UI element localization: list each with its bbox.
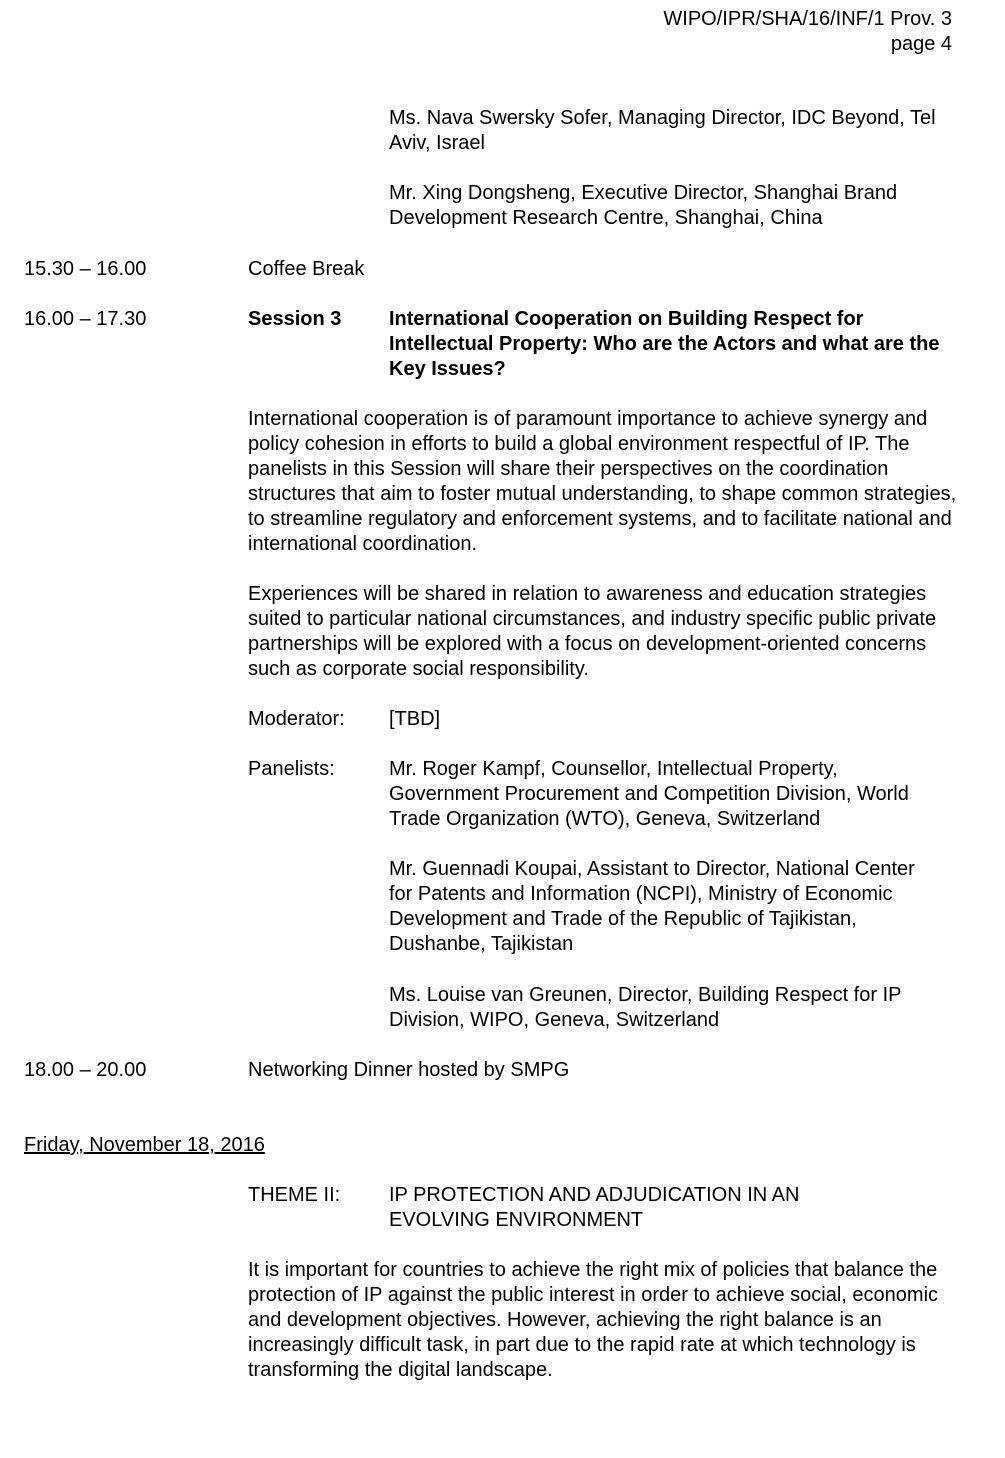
- dinner-label: Networking Dinner hosted by SMPG: [248, 1059, 570, 1081]
- document-reference: WIPO/IPR/SHA/16/INF/1 Prov. 3: [663, 8, 952, 30]
- moderator-value: [TBD]: [389, 708, 441, 730]
- moderator-label: Moderator:: [248, 708, 345, 730]
- session-3-time: 16.00 – 17.30: [24, 308, 147, 330]
- coffee-break-time: 15.30 – 16.00: [24, 258, 147, 280]
- panelist-guennadi-koupai: Mr. Guennadi Koupai, Assistant to Director, National Center for Patents and Information (NCPI), Ministry of Economic Development and Trade of the Republic of Tajikistan, Dushanbe, Tajikistan: [389, 858, 915, 955]
- panelist-xing-dongsheng: Mr. Xing Dongsheng, Executive Director, Shanghai Brand Development Research Centre, Shanghai, China: [389, 182, 898, 229]
- session-3-title: International Cooperation on Building Respect for Intellectual Property: Who are the Actors and what are the Key Issues?: [389, 308, 940, 380]
- panelist-nava-swersky-sofer: Ms. Nava Swersky Sofer, Managing Director, IDC Beyond, Tel Aviv, Israel: [389, 107, 936, 154]
- day-heading: Friday, November 18, 2016: [24, 1134, 265, 1156]
- session-3-paragraph-1: International cooperation is of paramount importance to achieve synergy and policy cohesion in efforts to build a global environment respectful of IP. The panelists in this Session will share their perspectives on the coordination structures that aim to foster mutual understanding, to shape common strategies, to streamline regulatory and enforcement systems, and to facilitate national and international coordination.: [248, 408, 957, 555]
- coffee-break-label: Coffee Break: [248, 258, 365, 280]
- dinner-time: 18.00 – 20.00: [24, 1059, 147, 1081]
- theme-paragraph: It is important for countries to achieve the right mix of policies that balance the protection of IP against the public interest in order to achieve social, economic and development objectives. However, achieving the right balance is an increasingly difficult task, in part due to the rapid rate at which technology is transforming the digital landscape.: [248, 1259, 939, 1381]
- theme-label: THEME II:: [248, 1184, 341, 1206]
- session-3-label: Session 3: [248, 308, 342, 330]
- panelist-louise-van-greunen: Ms. Louise van Greunen, Director, Building Respect for IP Division, WIPO, Geneva, Switzerland: [389, 984, 902, 1031]
- panelist-roger-kampf: Mr. Roger Kampf, Counsellor, Intellectual Property, Government Procurement and Competition Division, World Trade Organization (WTO), Geneva, Switzerland: [389, 758, 909, 830]
- panelists-label: Panelists:: [248, 758, 335, 780]
- theme-title: IP PROTECTION AND ADJUDICATION IN AN EVOLVING ENVIRONMENT: [389, 1184, 800, 1231]
- page-number: page 4: [890, 33, 952, 55]
- document-header: [663, 7, 952, 57]
- session-3-paragraph-2: Experiences will be shared in relation to awareness and education strategies suited to particular national circumstances, and industry specific public private partnerships will be explored with a focus on development-oriented concerns such as corporate social responsibility.: [248, 583, 937, 680]
